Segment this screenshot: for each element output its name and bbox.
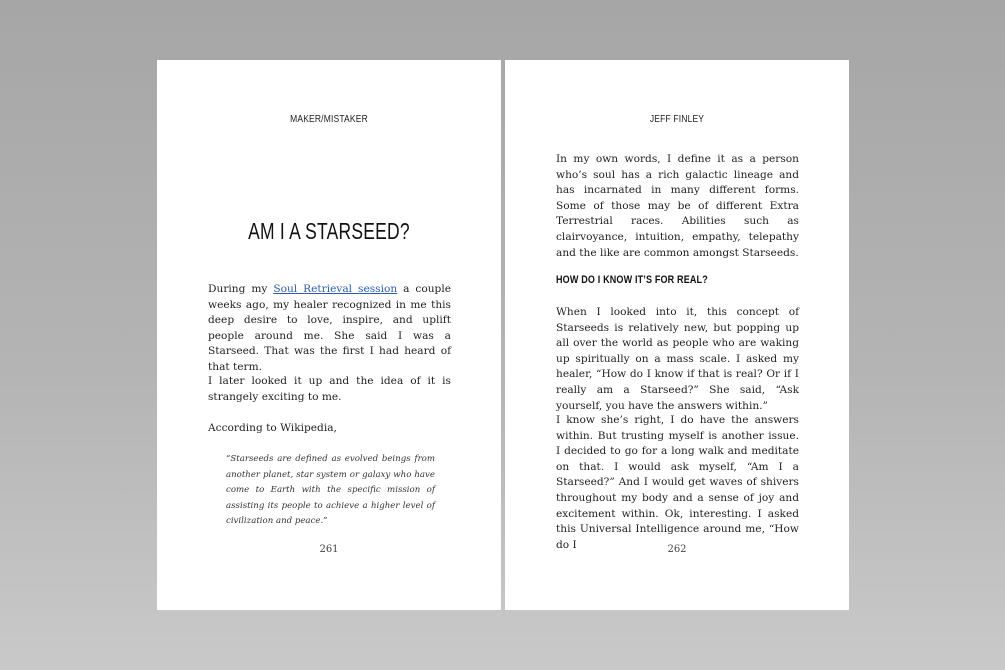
body-paragraph-3: I know she’s right, I do have the answers within. But trusting myself is another issue. I decided to go for a long walk and meditate on that. I would ask myself, “Am I a Starseed?” And I would get waves of shivers throughout my body and a sense of joy and excitement within. Ok, interesting. I asked this Universal Intelligence around me, “How do I [556, 414, 799, 551]
left-page [157, 60, 501, 610]
soul-retrieval-session-link[interactable]: Soul Retrieval session [273, 283, 398, 295]
para1-text-before-link: During my [208, 283, 274, 295]
section-subheading: HOW DO I KNOW IT’S FOR REAL? [556, 274, 708, 286]
wikipedia-quote: “Starseeds are defined as evolved beings from another planet, star system or galaxy who have come to Earth with the specific mission of assisting its people to achieve a higher level of civilization and peace.” [226, 454, 435, 527]
body-paragraph-2: I later looked it up and the idea of it is strangely exciting to me. [208, 375, 451, 403]
page-number-left: 261 [319, 544, 339, 555]
body-paragraph-1: In my own words, I define it as a person who’s soul has a rich galactic lineage and has incarnated in many different forms. Some of those may be of different Extra Terrestrial races. Abilities such as clairvoyance, intuition, empathy, telepathy and the like are common amongst Starseeds. [556, 153, 799, 259]
para1-text-after-link: a couple weeks ago, my healer recognized in me this deep desire to love, inspire, and uplift people around me. She said I was a Starseed. That was the first I had heard of that term. [208, 283, 451, 373]
body-paragraph-1 [208, 282, 451, 376]
body-paragraph-2: When I looked into it, this concept of Starseeds is relatively new, but popping up all over the world as people who are waking up spiritually on a mass scale. I asked my healer, “How do I know if that is real? Or if I really am a Starseed?” She said, “Ask yourself, you have the answers within.” [556, 306, 799, 412]
chapter-title: AM I A STARSEED? [248, 218, 410, 244]
running-head-right: JEFF FINLEY [649, 114, 705, 125]
running-head-left: MAKER/MISTAKER [290, 114, 368, 125]
body-paragraph-3: According to Wikipedia, [208, 422, 337, 434]
right-page [505, 60, 849, 610]
page-number-right: 262 [667, 544, 687, 555]
